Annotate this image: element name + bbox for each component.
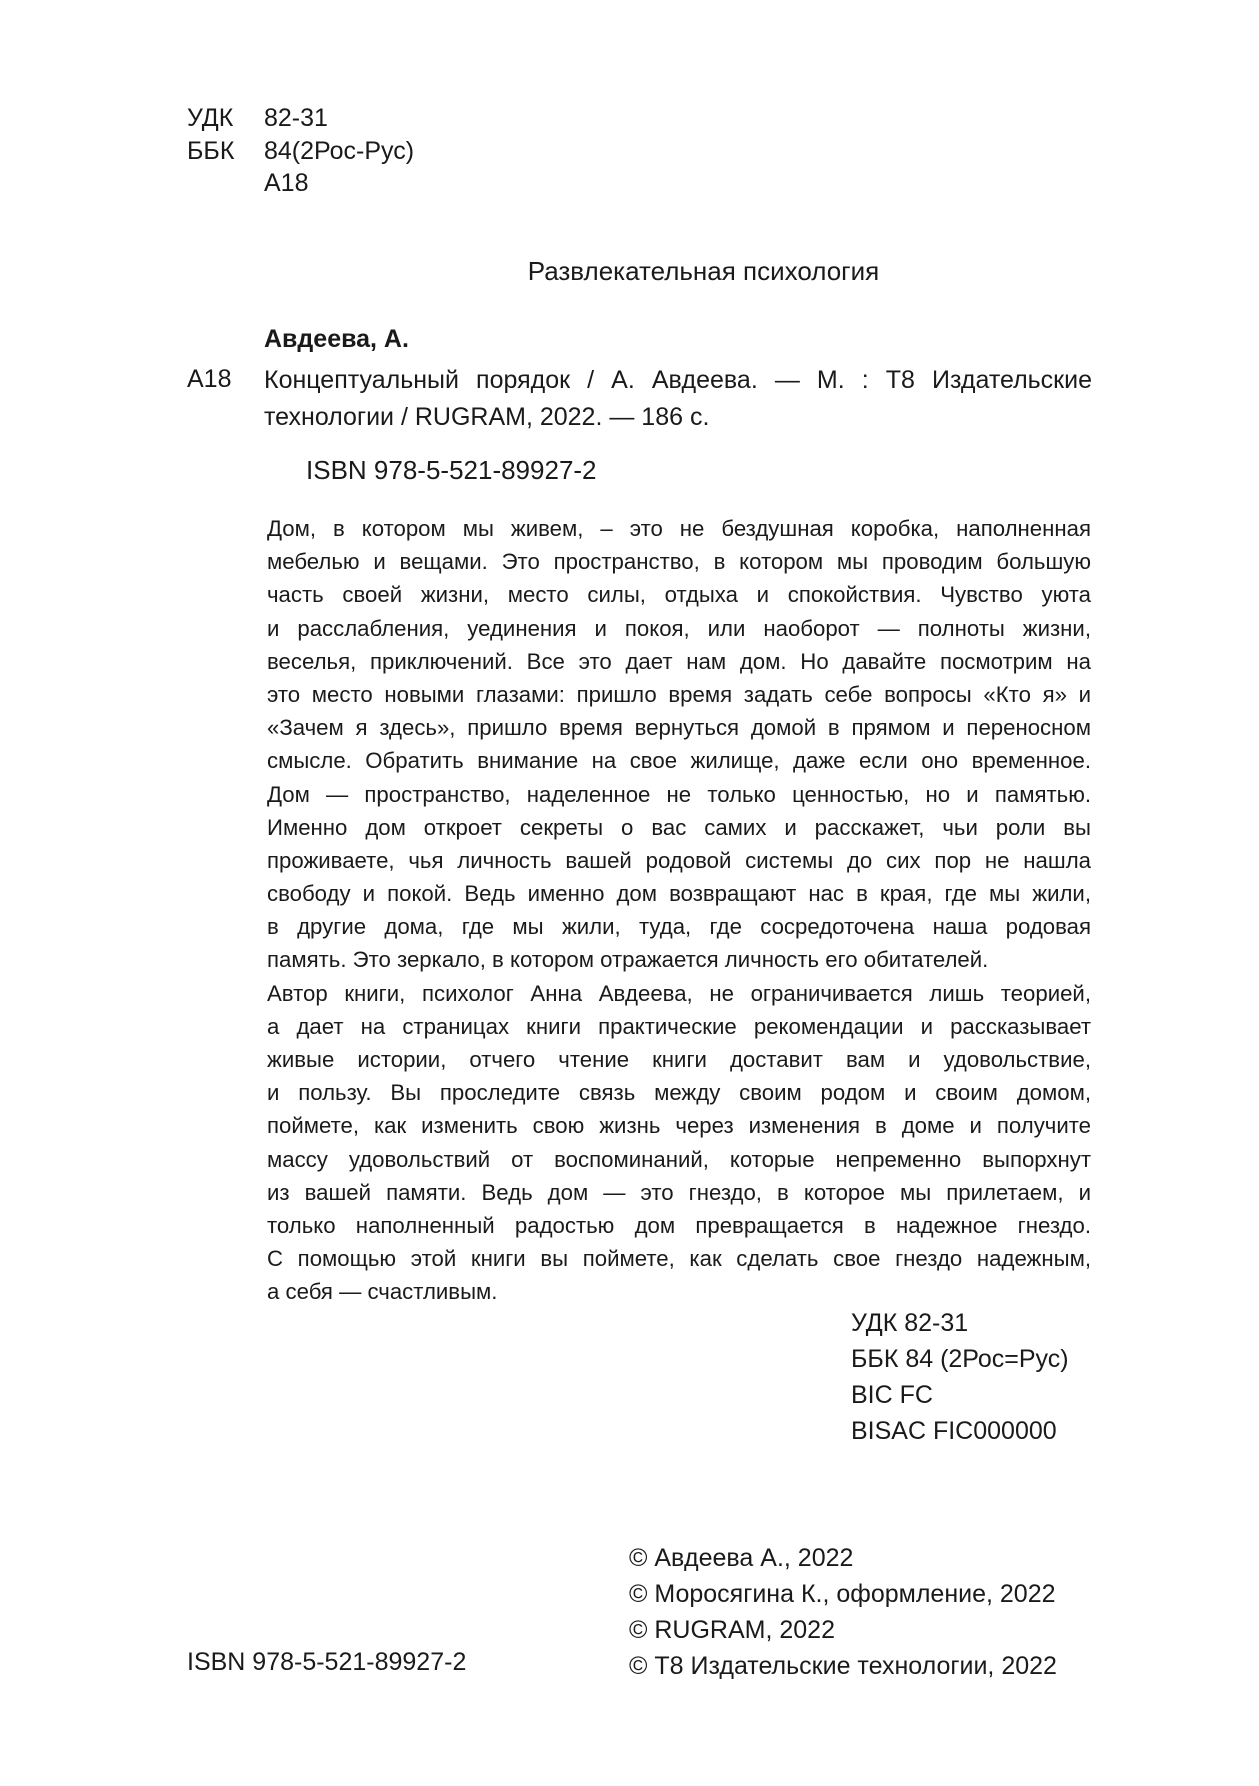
bbk-value: 84(2Рос-Рус): [264, 137, 415, 165]
copyright-block: [629, 1540, 1057, 1684]
annotation-line: свободу и покой. Ведь именно дом возвращают нас в края, где мы жили,: [267, 881, 1091, 907]
copyright-line: © Т8 Издательские технологии, 2022: [629, 1652, 1057, 1680]
bbk-row: [187, 133, 414, 169]
udk-label: УДК: [187, 104, 234, 132]
annotation-line: проживаете, чья личность вашей родовой системы до сих пор не нашла: [267, 847, 1091, 873]
annotation-line: мебелью и вещами. Это пространство, в котором мы проводим большую: [267, 549, 1091, 575]
annotation-line: а дает на страницах книги практические рекомендации и рассказывает: [267, 1013, 1091, 1039]
isbn-top: ISBN 978-5-521-89927-2: [306, 455, 597, 485]
annotation-line: из вашей памяти. Ведь дом — это гнездо, в которое мы прилетаем, и: [267, 1179, 1091, 1205]
series-title: Развлекательная психология: [527, 256, 880, 286]
copyright-line: © RUGRAM, 2022: [629, 1616, 835, 1644]
author-mark: А18: [264, 169, 309, 197]
annotation-line: «Зачем я здесь», пришло время вернуться домой в прямом и переносном: [267, 715, 1091, 741]
annotation: [267, 512, 1091, 1309]
index-mark: А18: [187, 365, 232, 393]
bibliographic-line-1: Концептуальный порядок / А. Авдеева. — М. : Т8 Издательские: [264, 366, 1092, 394]
udk-value: 82-31: [264, 104, 328, 132]
annotation-line: только наполненный радостью дом превращается в надежное гнездо.: [267, 1212, 1091, 1238]
annotation-line: Именно дом откроет секреты о вас самих и расскажет, чьи роли вы: [267, 814, 1091, 840]
bic-code: BIC FC: [851, 1381, 933, 1409]
bbk-code: ББК 84 (2Рос=Рус): [851, 1345, 1069, 1373]
bisac-code: BISAC FIC000000: [851, 1417, 1057, 1445]
annotation-line: Дом, в котором мы живем, – это не бездушная коробка, наполненная: [267, 516, 1091, 541]
annotation-line: поймете, как изменить свою жизнь через изменения в доме и получите: [267, 1113, 1091, 1139]
annotation-line: часть своей жизни, место силы, отдыха и спокойствия. Чувство уюта: [267, 582, 1091, 608]
annotation-line: Автор книги, психолог Анна Авдеева, не ограничивается лишь теорией,: [267, 980, 1091, 1006]
bibliographic-line-2: технологии / RUGRAM, 2022. — 186 с.: [264, 403, 710, 431]
annotation-line: и пользу. Вы проследите связь между своим родом и своим домом,: [267, 1080, 1091, 1106]
author-mark-row: [187, 165, 308, 201]
annotation-line: это место новыми глазами: пришло время задать себе вопросы «Кто я» и: [267, 681, 1091, 707]
annotation-line: веселья, приключений. Все это дает нам дом. Но давайте посмотрим на: [267, 648, 1091, 674]
udk-row: [187, 100, 328, 136]
copyright-line: © Авдеева А., 2022: [629, 1544, 854, 1572]
udk-code: УДК 82-31: [851, 1309, 969, 1337]
copyright-line: © Моросягина К., оформление, 2022: [629, 1580, 1056, 1608]
annotation-line: С помощью этой книги вы поймете, как сделать свое гнездо надежным,: [267, 1246, 1091, 1272]
annotation-line: память. Это зеркало, в котором отражается личность его обитателей.: [267, 947, 989, 973]
annotation-line: Дом — пространство, наделенное не только ценностью, но и памятью.: [267, 781, 1091, 807]
annotation-line: смысле. Обратить внимание на свое жилище, даже если оно временное.: [267, 748, 1091, 774]
annotation-line: а себя — счастливым.: [267, 1279, 498, 1305]
annotation-line: и расслабления, уединения и покоя, или наоборот — полноты жизни,: [267, 615, 1091, 641]
isbn-bottom: ISBN 978-5-521-89927-2: [187, 1648, 467, 1676]
annotation-line: живые истории, отчего чтение книги доставит вам и удовольствие,: [267, 1047, 1091, 1072]
author-heading: Авдеева, А.: [264, 325, 409, 353]
classification-codes: [851, 1305, 1069, 1449]
bbk-label: ББК: [187, 137, 235, 165]
annotation-line: в другие дома, где мы жили, туда, где сосредоточена наша родовая: [267, 914, 1091, 940]
annotation-line: массу удовольствий от воспоминаний, которые непременно выпорхнут: [267, 1146, 1091, 1172]
bibliographic-description: [264, 362, 1092, 436]
